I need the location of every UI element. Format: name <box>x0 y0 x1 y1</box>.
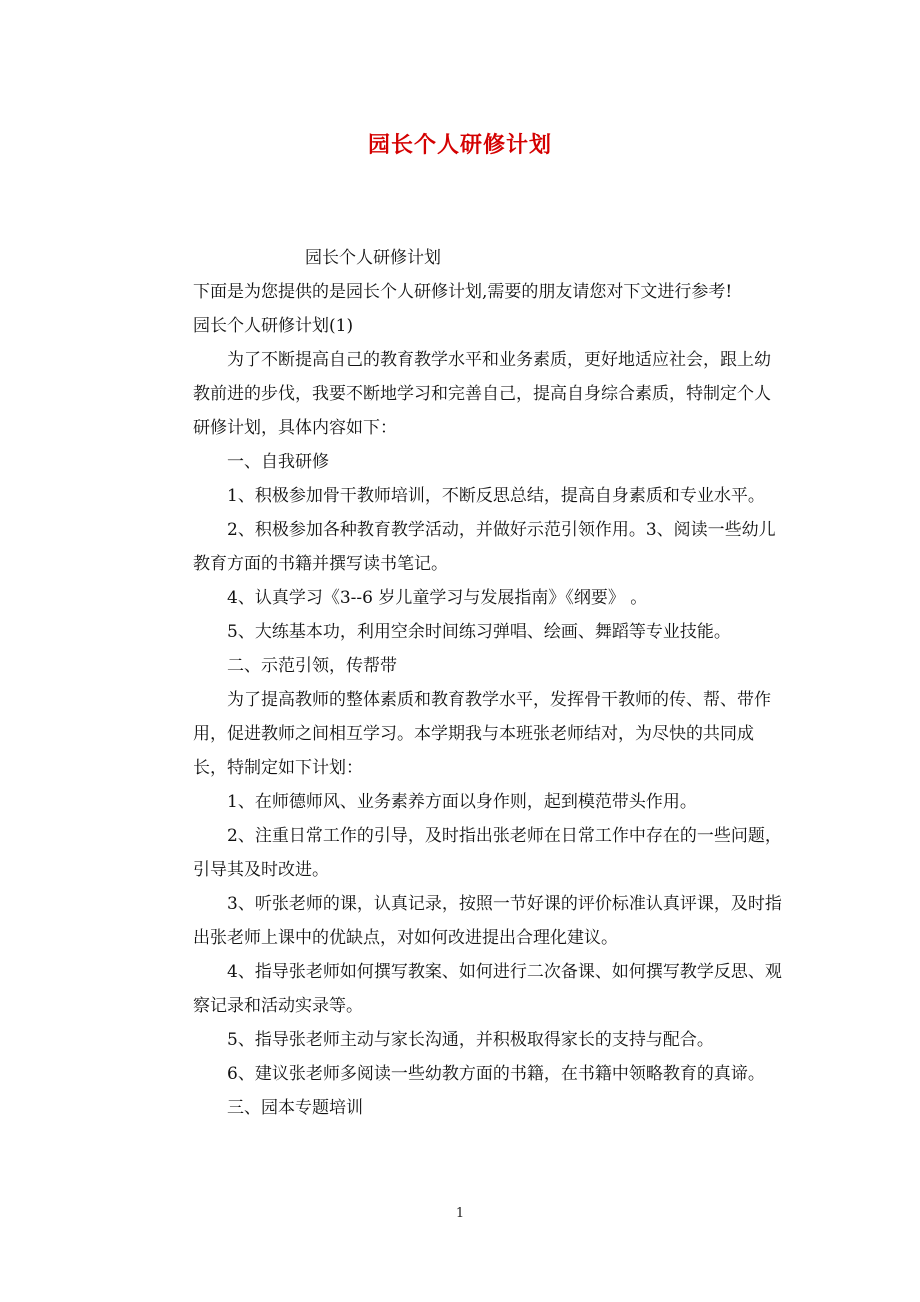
list-item: 5、大练基本功，利用空余时间练习弹唱、绘画、舞蹈等专业技能。 <box>227 622 731 642</box>
list-item: 1、在师德师风、业务素养方面以身作则，起到模范带头作用。 <box>227 792 697 812</box>
page-number: 1 <box>455 1206 465 1221</box>
list-item: 4、认真学习《3--6 岁儿童学习与发展指南》《纲要》 。 <box>227 588 648 608</box>
document-body <box>193 241 783 1125</box>
body-paragraph: 为了不断提高自己的教育教学水平和业务素质，更好地适应社会，跟上幼教前进的步伐，我要不断地学习和完善自己，提高自身综合素质，特制定个人研修计划，具体内容如下： <box>193 350 771 438</box>
document-subtitle: 园长个人研修计划 <box>305 248 441 268</box>
section-heading: 三、园本专题培训 <box>227 1098 363 1118</box>
section-heading-plan-1: 园长个人研修计划(1) <box>193 316 354 336</box>
document-title: 园长个人研修计划 <box>367 132 552 158</box>
list-item: 3、听张老师的课，认真记录，按照一节好课的评价标准认真评课，及时指出张老师上课中的优缺点，对如何改进提出合理化建议。 <box>193 894 782 948</box>
list-item: 2、积极参加各种教育教学活动，并做好示范引领作用。3、阅读一些幼儿教育方面的书籍并撰写读书笔记。 <box>193 520 776 574</box>
intro-paragraph: 下面是为您提供的是园长个人研修计划,需要的朋友请您对下文进行参考! <box>193 282 733 302</box>
list-item: 4、指导张老师如何撰写教案、如何进行二次备课、如何撰写教学反思、观察记录和活动实录等。 <box>193 962 782 1016</box>
list-item: 1、积极参加骨干教师培训，不断反思总结，提高自身素质和专业水平。 <box>227 486 765 506</box>
list-item: 5、指导张老师主动与家长沟通，并积极取得家长的支持与配合。 <box>227 1030 714 1050</box>
section-heading: 一、自我研修 <box>227 452 329 472</box>
list-item: 6、建议张老师多阅读一些幼教方面的书籍，在书籍中领略教育的真谛。 <box>227 1064 765 1084</box>
body-paragraph: 为了提高教师的整体素质和教育教学水平，发挥骨干教师的传、帮、带作用，促进教师之间相互学习。本学期我与本班张老师结对，为尽快的共同成长，特制定如下计划： <box>193 690 771 778</box>
list-item: 2、注重日常工作的引导，及时指出张老师在日常工作中存在的一些问题，引导其及时改进。 <box>193 826 782 880</box>
section-heading: 二、示范引领，传帮带 <box>227 656 397 676</box>
